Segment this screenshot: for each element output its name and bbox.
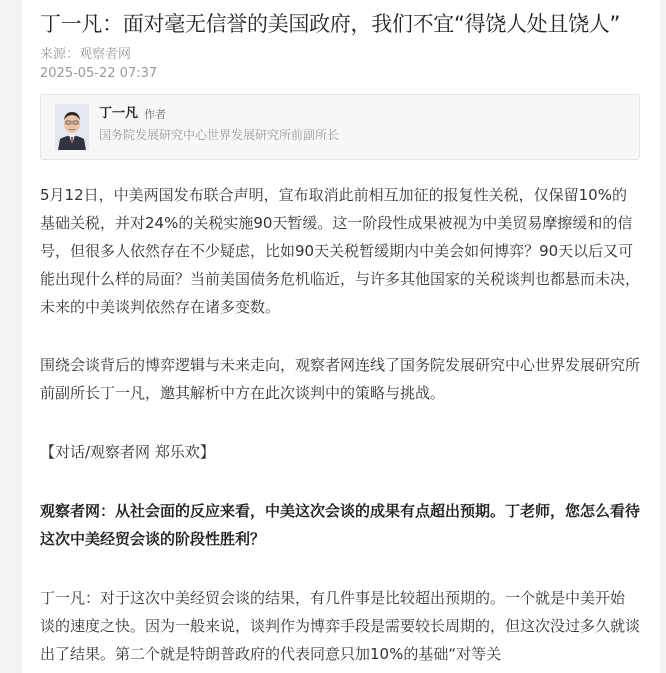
author-card[interactable] — [40, 94, 640, 160]
article-page — [22, 0, 660, 673]
author-portrait-icon — [55, 104, 89, 150]
article-date: 2025-05-22 07:37 — [40, 66, 158, 81]
paragraph-context: 围绕会谈背后的博弈逻辑与未来走向，观察者网连线了国务院发展研究中心世界发展研究所前副所长丁一凡，邀其解析中方在此次谈判中的策略与挑战。 — [40, 356, 641, 402]
article-title: 丁一凡：面对毫无信誉的美国政府，我们不宜“得饶人处且饶人” — [40, 12, 621, 36]
author-avatar[interactable] — [55, 104, 89, 150]
author-role-label: 作者 — [144, 108, 166, 121]
author-description: 国务院发展研究中心世界发展研究所前副所长 — [99, 128, 340, 142]
paragraph-intro: 5月12日，中美两国发布联合声明，宣布取消此前相互加征的报复性关税，仅保留10%的基础关税，并对24%的关税实施90天暂缓。这一阶段性成果被视为中美贸易摩擦缓和的信号，但很多人依然存在不少疑虑，比如90天关税暂缓期内中美会如何博弈？90天以后又可能出现什么样的局面？当前美国债务危机临近，与许多其他国家的关税谈判也都悬而未决，未来的中美谈判依然存在诸多变数。 — [40, 186, 641, 316]
article-body — [40, 181, 640, 668]
answer-speaker: 丁一凡： — [40, 589, 101, 607]
interview-answer — [40, 584, 640, 668]
paragraph-byline: 【对话/观察者网 郑乐欢】 — [40, 443, 215, 461]
author-name[interactable]: 丁一凡 — [99, 106, 139, 121]
interview-question: 观察者网：从社会面的反应来看，中美这次会谈的成果有点超出预期。丁老师，您怎么看待这次中美经贸会谈的阶段性胜利？ — [40, 502, 641, 548]
answer-text: 对于这次中美经贸会谈的结果，有几件事是比较超出预期的。一个就是中美开始谈的速度之快。因为一般来说，谈判作为博弈手段是需要较长周期的，但这次没过多久就谈出了结果。第二个就是特朗普政府的代表同意只加10%的基础“对等关 — [40, 589, 641, 663]
article-source: 来源：观察者网 — [40, 47, 132, 62]
